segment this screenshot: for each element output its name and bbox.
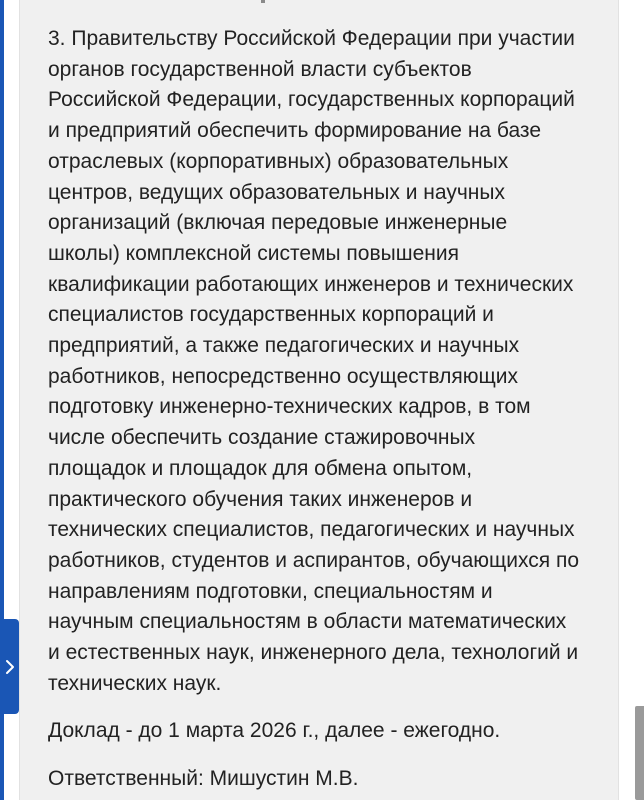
decree-paragraph: 3. Правительству Российской Федерации при участии органов государственной власти субъектов Российской Федерации, государственных корпораций и предприятий обеспечить формирование на базе отраслевых (корпоративных) образовательных центров, ведущих образовательных и научных организаций (включая передовые инженерные школы) комплексной системы повышения квалификации работающих инженеров и технических специалистов государственных корпораций и предприятий, а также педагогических и научных работников, непосредственно осуществляющих подготовку инженерно-технических кадров, в том числе обеспечить создание стажировочных площадок и площадок для обмена опытом, практического обучения таких инженеров и технических специалистов, педагогических и научных работников, студентов и аспирантов, обучающихся по направлениям подготовки, специальностям и научным специальностям в области математических и естественных наук, инженерного дела, технологий и технических наук. [48, 27, 580, 695]
side-panel-toggle-button[interactable] [0, 619, 19, 714]
responsible-text: Ответственный: Мишустин М.В. [48, 767, 359, 790]
deadline-text: Доклад - до 1 марта 2026 г., далее - ежегодно. [48, 719, 501, 742]
top-edge-mark [261, 0, 265, 3]
chevron-right-icon [5, 659, 15, 675]
message-card [19, 0, 619, 800]
scrollbar-thumb[interactable] [635, 706, 644, 800]
